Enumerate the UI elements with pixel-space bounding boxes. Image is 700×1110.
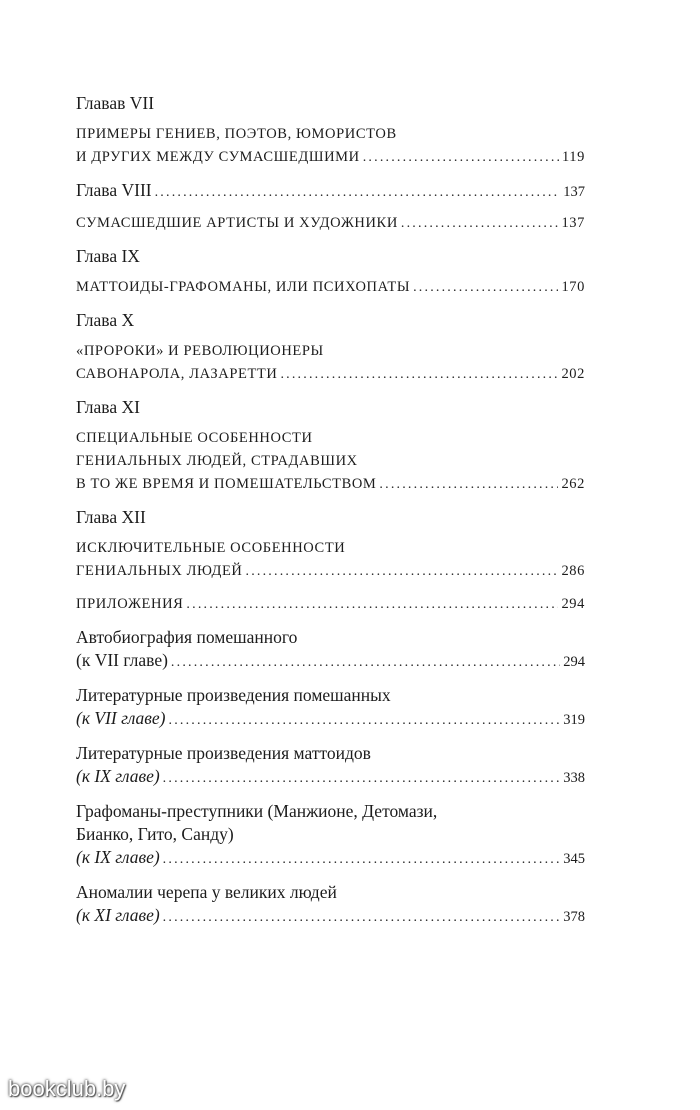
appendix-1-title: Автобиография помешанного <box>76 627 298 647</box>
watermark: bookclub.by <box>8 1076 126 1101</box>
chapter-10-title-entry[interactable]: САВОНАРОЛА, ЛАЗАРЕТТИ ..... 202 <box>76 363 585 386</box>
chapter-11-title-line: ГЕНИАЛЬНЫХ ЛЮДЕЙ, СТРАДАВШИХ <box>76 453 358 469</box>
appendix-5-entry[interactable]: (к XI главе) ..... 378 <box>76 904 585 929</box>
page-number: 262 <box>561 476 585 492</box>
page-number: 286 <box>561 563 585 579</box>
page-number: 137 <box>563 184 585 200</box>
dot-leader <box>401 212 559 235</box>
chapter-11-title-entry[interactable]: В ТО ЖЕ ВРЕМЯ И ПОМЕШАТЕЛЬСТВОМ ..... 262 <box>76 473 585 496</box>
page-number: 202 <box>561 366 585 382</box>
page-number: 137 <box>561 215 585 231</box>
chapter-12-label: Глава XII <box>76 507 146 527</box>
appendix-4-title: Бианко, Гито, Санду) <box>76 824 234 844</box>
table-of-contents <box>76 92 585 929</box>
dot-leader <box>169 709 561 732</box>
chapter-12-title-line: ИСКЛЮЧИТЕЛЬНЫЕ ОСОБЕННОСТИ <box>76 540 346 556</box>
chapter-7-title-entry[interactable]: И ДРУГИХ МЕЖДУ СУМАСШЕДШИМИ ..... 119 <box>76 146 585 169</box>
appendix-1-entry[interactable]: (к VII главе) ..... 294 <box>76 649 585 674</box>
dot-leader <box>363 146 559 169</box>
chapter-8-title-entry[interactable]: СУМАСШЕДШИЕ АРТИСТЫ И ХУДОЖНИКИ ..... 137 <box>76 212 585 235</box>
dot-leader <box>379 473 558 496</box>
chapter-11-title-line: СПЕЦИАЛЬНЫЕ ОСОБЕННОСТИ <box>76 430 313 446</box>
chapter-10-label: Глава X <box>76 310 135 330</box>
chapter-7-title-line: ПРИМЕРЫ ГЕНИЕВ, ПОЭТОВ, ЮМОРИСТОВ <box>76 126 397 142</box>
dot-leader <box>163 906 561 929</box>
page-number: 319 <box>563 712 585 728</box>
page-number: 294 <box>563 654 585 670</box>
appendix-5-title: Аномалии черепа у великих людей <box>76 882 337 902</box>
chapter-11-label: Глава XI <box>76 397 140 417</box>
chapter-8-entry[interactable]: Глава VIII ..... 137 <box>76 179 585 204</box>
appendix-2-entry[interactable]: (к VII главе) ..... 319 <box>76 707 585 732</box>
appendix-4-entry[interactable]: (к IX главе) ..... 345 <box>76 846 585 871</box>
dot-leader <box>186 593 558 616</box>
dot-leader <box>163 767 561 790</box>
appendix-entry[interactable]: ПРИЛОЖЕНИЯ ..... 294 <box>76 593 585 616</box>
page-number: 378 <box>563 909 585 925</box>
dot-leader <box>413 276 558 299</box>
dot-leader <box>280 363 558 386</box>
appendix-4-title: Графоманы-преступники (Манжионе, Детомази, <box>76 801 438 821</box>
appendix-2-title: Литературные произведения помешанных <box>76 685 391 705</box>
dot-leader <box>171 651 560 674</box>
appendix-3-title: Литературные произведения маттоидов <box>76 743 371 763</box>
chapter-9-label: Глава IX <box>76 246 140 266</box>
chapter-12-title-entry[interactable]: ГЕНИАЛЬНЫХ ЛЮДЕЙ ..... 286 <box>76 560 585 583</box>
page-number: 338 <box>563 770 585 786</box>
chapter-7-label: Главав VII <box>76 93 155 113</box>
page-number: 345 <box>563 851 585 867</box>
chapter-10-title-line: «ПРОРОКИ» И РЕВОЛЮЦИОНЕРЫ <box>76 343 324 359</box>
dot-leader <box>246 560 559 583</box>
chapter-9-title-entry[interactable]: МАТТОИДЫ-ГРАФОМАНЫ, ИЛИ ПСИХОПАТЫ ..... 170 <box>76 276 585 299</box>
dot-leader <box>155 181 561 204</box>
appendix-3-entry[interactable]: (к IX главе) ..... 338 <box>76 765 585 790</box>
dot-leader <box>163 848 561 871</box>
page-number: 294 <box>561 596 585 612</box>
page-number: 170 <box>561 279 585 295</box>
page-number: 119 <box>561 149 585 165</box>
